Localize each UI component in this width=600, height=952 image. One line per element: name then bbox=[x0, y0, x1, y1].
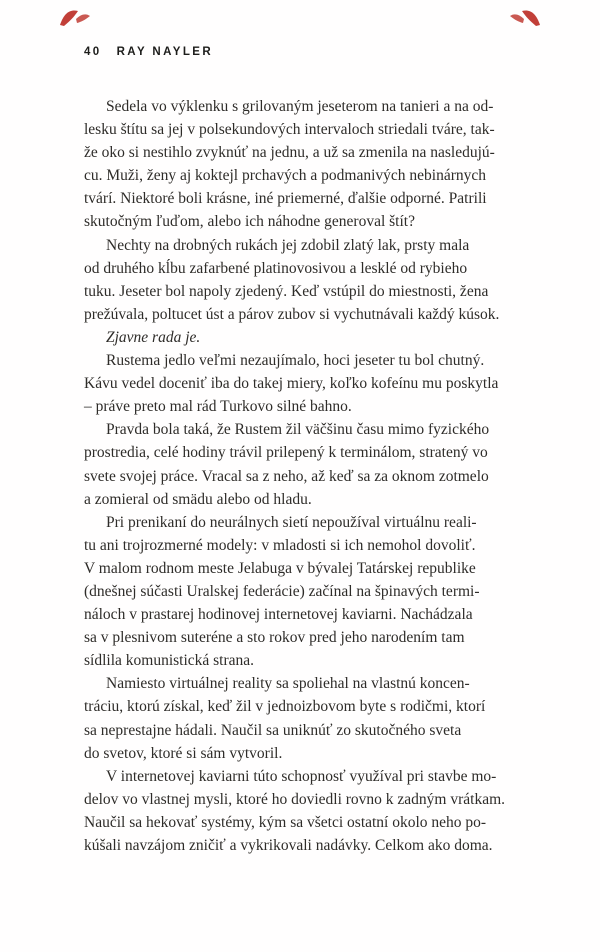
text-line: (dnešnej súčasti Uralskej federácie) začínal na špinavých termi- bbox=[84, 582, 480, 600]
text-line: do svetov, ktoré si sám vytvoril. bbox=[84, 744, 283, 762]
text-line: tuku. Jeseter bol napoly zjedený. Keď vstúpil do miestnosti, žena bbox=[84, 282, 489, 300]
red-corner-mark-right-icon bbox=[504, 5, 546, 31]
text-line: Nechty na drobných rukách jej zdobil zlatý lak, prsty mala bbox=[106, 236, 470, 254]
red-corner-mark-left-icon bbox=[54, 5, 96, 31]
text-line: Pri prenikaní do neurálnych sietí nepoužíval virtuálnu reali- bbox=[106, 513, 477, 531]
page-number: 40 bbox=[84, 46, 102, 58]
text-line: a zomieral od smädu alebo od hladu. bbox=[84, 490, 312, 508]
text-line: V internetovej kaviarni túto schopnosť využíval pri stavbe mo- bbox=[106, 767, 497, 785]
running-header-author: RAY NAYLER bbox=[116, 46, 214, 58]
text-line: Pravda bola taká, že Rustem žil väčšinu času mimo fyzického bbox=[106, 421, 490, 439]
text-line: že oko si nestihlo zvyknúť na jednu, a už sa zmenila na nasledujú- bbox=[84, 144, 495, 162]
text-line: kúšali navzájom zničiť a vykrikovali nadávky. Celkom ako doma. bbox=[84, 837, 493, 854]
text-line: Rustema jedlo veľmi nezaujímalo, hoci jeseter tu bol chutný. bbox=[106, 352, 485, 370]
text-line: tvárí. Niektoré boli krásne, iné priemerné, ďalšie odporné. Patrili bbox=[84, 190, 487, 208]
text-line: cu. Muži, ženy aj koktejl prchavých a podmanivých nebinárnych bbox=[84, 167, 487, 185]
text-line: Zjavne rada je. bbox=[106, 328, 201, 346]
text-line: sídlila komunistická strana. bbox=[84, 652, 255, 670]
text-line: od druhého kĺbu zafarbené platinovosivou a lesklé od rybieho bbox=[84, 259, 468, 277]
text-line: tu ani trojrozmerné modely: v mladosti si ich nemohol dovoliť. bbox=[84, 536, 476, 554]
text-line: náloch v prastarej hodinovej internetovej kaviarni. Nachádzala bbox=[84, 606, 473, 624]
text-line: Sedela vo výklenku s grilovaným jeseterom na tanieri a na od- bbox=[106, 98, 494, 115]
text-line: skutočným ľuďom, alebo ich náhodne generoval štít? bbox=[84, 213, 415, 231]
running-header bbox=[84, 46, 213, 58]
text-line: tráciu, ktorú získal, keď žil v jednoizbovom byte s rodičmi, ktorí bbox=[84, 698, 486, 716]
text-line: prežúvala, poltucet úst a párov zubov si vychutnávali každý kúsok. bbox=[84, 305, 500, 323]
text-line: lesku štítu sa jej v polsekundových intervaloch striedali tváre, tak- bbox=[84, 121, 495, 139]
text-line: – práve preto mal rád Turkovo silné bahno. bbox=[84, 398, 352, 416]
text-line: delov vo vlastnej mysli, ktoré ho doviedli rovno k zadným vrátkam. bbox=[84, 790, 506, 808]
text-line: Namiesto virtuálnej reality sa spoliehal na vlastnú koncen- bbox=[106, 675, 470, 693]
text-line: V malom rodnom meste Jelabuga v bývalej Tatárskej republike bbox=[84, 559, 476, 577]
text-line: Kávu vedel doceniť iba do takej miery, koľko kofeínu mu poskytla bbox=[84, 375, 499, 393]
body-text-block bbox=[84, 95, 516, 857]
text-line: Naučil sa hekovať systémy, kým sa všetci ostatní okolo neho po- bbox=[84, 813, 487, 831]
text-line: sa v plesnivom suteréne a sto rokov pred jeho narodením tam bbox=[84, 629, 465, 647]
text-line: svete svojej práce. Vracal sa z neho, až keď sa za oknom zotmelo bbox=[84, 467, 489, 485]
text-line: sa neprestajne hádali. Naučil sa uniknúť zo skutočného sveta bbox=[84, 721, 462, 739]
text-line: prostredia, celé hodiny trávil prilepený k terminálom, stratený vo bbox=[84, 444, 488, 462]
